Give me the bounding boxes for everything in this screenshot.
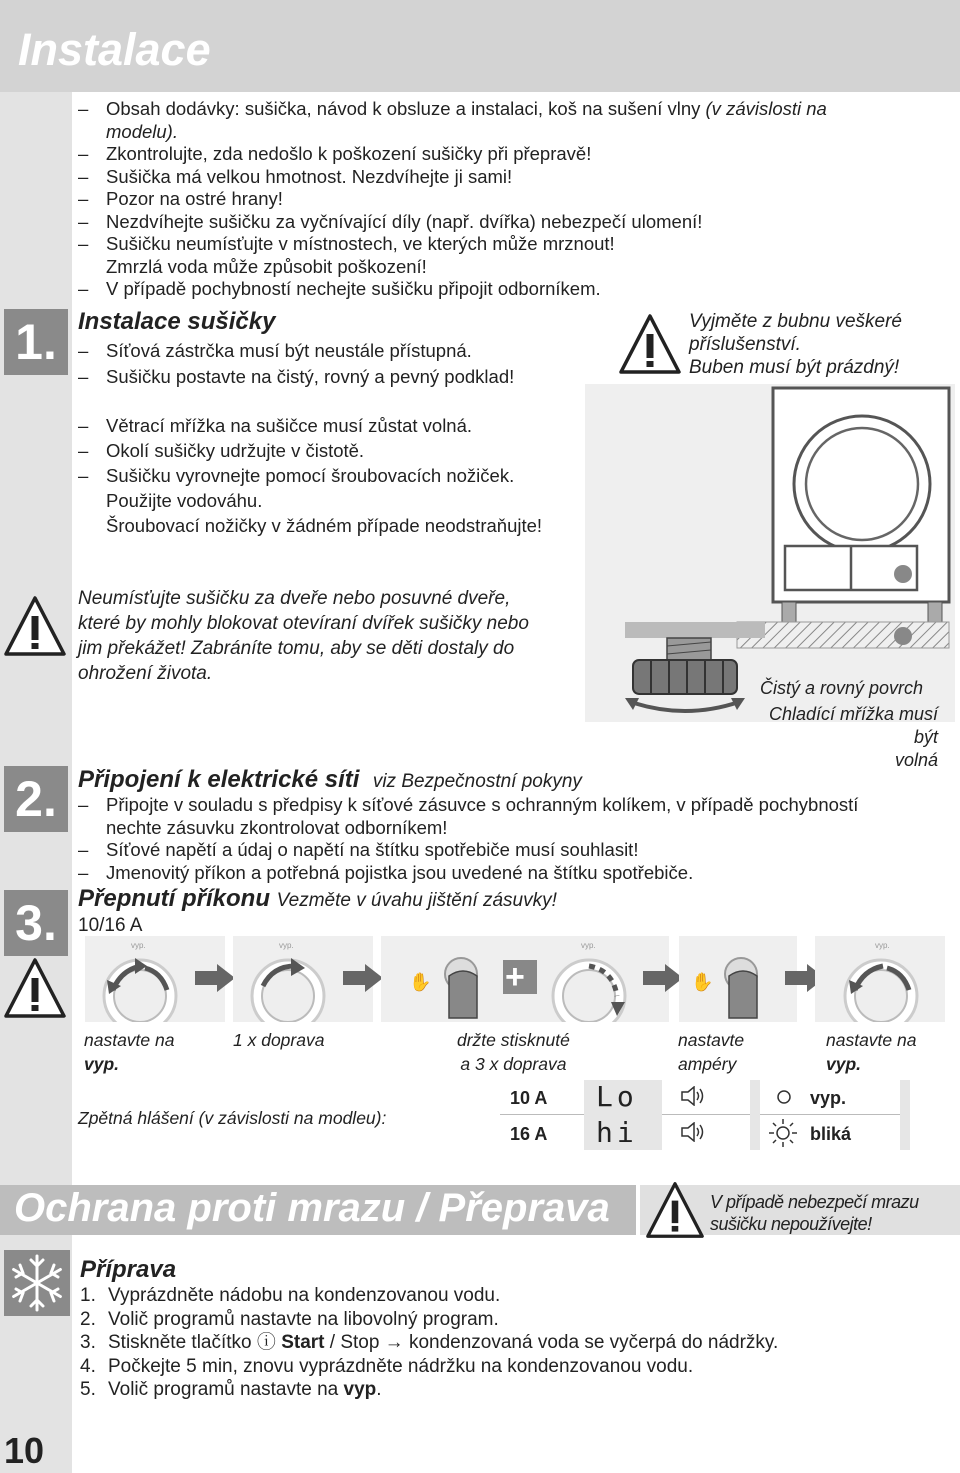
list-item: Použijte vodováhu. (106, 490, 263, 511)
led-blink-icon (766, 1118, 800, 1148)
prep-heading: Příprava (80, 1256, 177, 1283)
section-number-1: 1. (4, 309, 68, 375)
dial-caption: nastavte ampéry (678, 1030, 745, 1074)
feedback-state: vyp. (810, 1088, 847, 1108)
warning-icon (618, 312, 682, 376)
feedback-display: hi (596, 1116, 638, 1149)
led-off-icon (776, 1089, 792, 1105)
warning-icon (644, 1180, 706, 1240)
list-item: – Větrací mřížka na sušičce musí zůstat volná. (78, 413, 598, 438)
svg-text:✋: ✋ (691, 972, 714, 992)
finger-press-icon (679, 936, 797, 1022)
intro-list (78, 98, 948, 301)
list-item: – V případě pochybností nechejte sušičku připojit odborníkem. (78, 278, 948, 301)
arrow-right-icon (195, 964, 235, 992)
section-3-heading: Přepnutí příkonu Vezměte v úvahu jištění zásuvky! (78, 885, 557, 912)
warning-icon (3, 594, 67, 658)
feedback-display: Lo (596, 1080, 638, 1113)
list-item: Šroubovací nožičky v žádném případe neodstraňujte! (106, 515, 543, 536)
list-item: – Sušičku postavte na čistý, rovný a pevný podklad! (78, 364, 598, 390)
section-number-3: 3. (4, 890, 68, 956)
frost-title: Ochrana proti mrazu / Přeprava (14, 1186, 610, 1230)
dial-caption: nastavte na vyp. (84, 1030, 175, 1074)
list-item: – Jmenovitý příkon a potřebná pojistka jsou uvedené na štítku spotřebiče. (78, 862, 958, 885)
section-number-2: 2. (4, 766, 68, 832)
list-item: – Okolí sušičky udržujte v čistotě. (78, 438, 598, 463)
list-item: – Síťové napětí a údaj o napětí na štítku spotřebiče musí souhlasit! (78, 839, 958, 862)
list-item: 4. Počkejte 5 min, znovu vyprázdněte nádržku na kondenzovanou vodu. (80, 1355, 694, 1377)
frost-warning: V případě nebezpečí mrazu sušičku nepoužívejte! (710, 1192, 919, 1234)
list-item: 2. Volič programů nastavte na libovolný program. (80, 1308, 499, 1330)
warning-icon (3, 956, 67, 1020)
snowflake-icon (4, 1250, 70, 1316)
list-item: nechte zásuvku zkontrolovat odborníkem! (106, 816, 448, 838)
dial-caption: nastavte na vyp. (826, 1030, 917, 1074)
svg-text:✋: ✋ (409, 972, 432, 992)
section-1-list-b (78, 413, 598, 538)
list-item: – Pozor na ostré hrany! (78, 188, 948, 211)
feedback-table (500, 1080, 910, 1150)
feedback-label: Zpětná hlášení (v závislosti na modleu): (78, 1108, 387, 1128)
list-item: modelu). (106, 120, 178, 142)
list-item: – Nezdvíhejte sušičku za vyčnívající díly (např. dvířka) nebezpečí ulomení! (78, 211, 948, 234)
list-item: – Síťová zástrčka musí být neustále přístupná. (78, 338, 598, 364)
list-item: – Sušičku neumísťujte v místnostech, ve kterých může mrznout! (78, 233, 948, 256)
section-2-list (78, 794, 958, 884)
power-rating: 10/16 A (78, 915, 143, 936)
feedback-amps: 16 A (510, 1124, 548, 1144)
dryer-illustration (585, 384, 955, 722)
list-item: 1. Vyprázdněte nádobu na kondenzovanou vodu. (80, 1285, 501, 1306)
list-item: 5. Volič programů nastavte na vyp. (80, 1379, 382, 1400)
list-item: 3. Stiskněte tlačítko ⓘ Start / Stop → kondenzovaná voda se vyčerpá do nádržky. (80, 1332, 779, 1353)
speaker-icon (680, 1086, 706, 1106)
door-warning: Neumísťujte sušičku za dveře nebo posuvné dveře, které by mohly blokovat otevíraní dvířek sušičky nebo jim překážet! Zabráníte tomu, aby se děti dostaly do ohrožení života. (78, 588, 529, 684)
caption-grille: Chladící mřížka musí být volná (768, 704, 938, 770)
list-item: – Sušička má velkou hmotnost. Nezdvíhejte ji sami! (78, 166, 948, 189)
prep-steps (80, 1284, 950, 1402)
feedback-state: bliká (810, 1124, 852, 1144)
arrow-right-icon (643, 964, 683, 992)
page-number: 10 (4, 1430, 45, 1471)
list-item: – Připojte v souladu s předpisy k síťové zásuvce s ochranným kolíkem, v případě pochybností (78, 794, 958, 817)
section-1-list-a (78, 338, 598, 390)
speaker-icon (680, 1122, 706, 1142)
dial-strip: vyp. vyp. ✋ + vyp. ✋ vyp. (85, 936, 945, 1022)
plus-sign: + (505, 958, 525, 996)
feedback-amps: 10 A (510, 1088, 548, 1108)
list-item: – Zkontrolujte, zda nedošlo k poškození sušičky při přepravě! (78, 143, 948, 166)
arrow-right-icon (343, 964, 383, 992)
dial-caption: 1 x doprava (233, 1030, 325, 1050)
list-item: Zmrzlá voda může způsobit poškození! (106, 255, 427, 277)
program-knob-icon (815, 936, 945, 1022)
list-item: – Obsah dodávky: sušička, návod k obsluze a instalaci, koš na sušení vlny (v závislosti na (78, 98, 948, 121)
dial-caption: držte stisknuté a 3 x doprava (457, 1030, 570, 1074)
page-title: Instalace (18, 24, 211, 75)
section-2-heading: Připojení k elektrické síti viz Bezpečnostní pokyny (78, 766, 582, 793)
caption-surface: Čistý a rovný povrch (760, 678, 924, 698)
drum-warning: Vyjměte z bubnu veškeré příslušenství. Buben musí být prázdný! (689, 311, 902, 378)
list-item: – Sušičku vyrovnejte pomocí šroubovacích nožiček. (78, 463, 598, 488)
section-1-heading: Instalace sušičky (78, 308, 276, 335)
